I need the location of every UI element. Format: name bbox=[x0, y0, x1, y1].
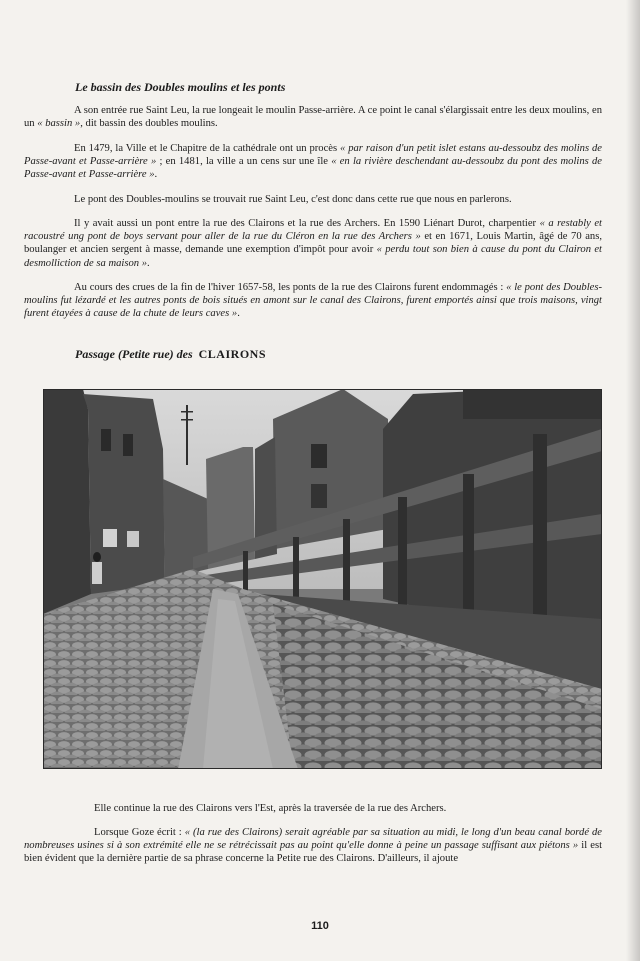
quotation-run: « a restably et racoustré ung pont de boys servant pour aller de la rue du Cléron en la rue des Archers » bbox=[24, 218, 603, 243]
text-run: Le pont des Doubles-moulins se trouvait rue Saint Leu, c'est donc dans cette rue que nous en parlerons. bbox=[74, 194, 512, 205]
paragraph-proces-1479 bbox=[24, 142, 602, 182]
heading-name: CLAIRONS bbox=[198, 347, 266, 361]
text-run: A son entrée rue Saint Leu, la rue longeait le moulin Passe-arrière. A ce point le canal s'élargissait entre les deux moulins, en un bbox=[24, 105, 602, 130]
text-run: ; en 1481, la ville a un cens sur une île bbox=[156, 156, 332, 168]
paragraph-bassin bbox=[24, 104, 602, 130]
text-run: , dit bassin des doubles moulins. bbox=[80, 118, 218, 130]
quotation-run: « (la rue des Clairons) serait agréable par sa situation au midi, le long d'un beau canal bordé de nombreuses usines si à son extrémité elle ne se rétrécissait pas au point qu'elle donne à peine un passage suffisant aux piétons » bbox=[24, 827, 602, 852]
paragraph-goze bbox=[24, 826, 602, 866]
text-run: Elle continue la rue des Clairons vers l'Est, après la traversée de la rue des Archers. bbox=[94, 803, 447, 814]
page-edge-shadow bbox=[626, 0, 640, 961]
text-run: Lorsque Goze écrit : bbox=[94, 827, 185, 838]
quotation-run: « en la rivière deschendant au-dessoubz du pont des molins de Passe-avant et Passe-arrière » bbox=[24, 156, 602, 181]
page-number: 110 bbox=[311, 920, 329, 932]
heading-prefix: Passage (Petite rue) des bbox=[75, 347, 193, 361]
quotation-run: « bassin » bbox=[37, 118, 81, 130]
paragraph-pont-doubles-moulins bbox=[24, 193, 602, 206]
section-heading-passage bbox=[75, 347, 266, 362]
text-run: En 1479, la Ville et le Chapitre de la cathédrale ont un procès bbox=[74, 143, 341, 154]
quotation-run: « le pont des Doubles-moulins fut lézardé et les autres ponts de bois situés en amont sur le canal des Clairons, furent emportés ainsi que trois maisons, vingt furent étayées à cause de la chute de leurs caves » bbox=[24, 282, 602, 320]
quotation-run: « par raison d'un petit islet estans au-dessoubz des molins de Passe-avant et Passe-arrière » bbox=[24, 143, 602, 168]
text-run: Au cours des crues de la fin de l'hiver 1657-58, les ponts de la rue des Clairons furent endommagés : bbox=[74, 282, 507, 293]
text-run: il est bien évident que la dernière partie de sa phrase concerne la Petite rue des Clairons. D'ailleurs, il ajoute bbox=[24, 840, 603, 865]
paragraph-continue-est bbox=[24, 802, 602, 815]
text-run: . bbox=[147, 257, 150, 269]
text-run: Il y avait aussi un pont entre la rue des Clairons et la rue des Archers. En 1590 Liénart Durot, charpentier bbox=[74, 218, 540, 229]
text-run: . bbox=[237, 308, 240, 320]
paragraph-pont-clairons-archers bbox=[24, 217, 602, 270]
quotation-run: « perdu tout son bien à cause du pont du Clairon et desmolliction de sa maison » bbox=[24, 244, 602, 269]
photo-illustration bbox=[43, 389, 602, 769]
text-run: et en 1671, Louis Martin, âgé de 70 ans, boulanger et ancien sergent à masse, demande une exemption d'impôt pour avoir bbox=[24, 231, 602, 256]
street-photograph bbox=[43, 389, 602, 769]
text-run: . bbox=[154, 169, 158, 181]
paragraph-crues-1657 bbox=[24, 281, 602, 321]
section-heading-bassin: Le bassin des Doubles moulins et les ponts bbox=[75, 80, 286, 94]
